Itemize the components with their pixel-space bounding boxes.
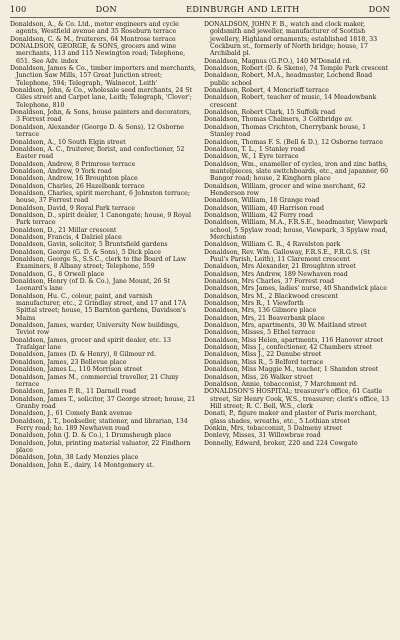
directory-entry: Donaldson, William, 40 Harrison road xyxy=(204,204,324,212)
directory-entry: DONALDSON, GEORGE, & SONS, grocers and wine merchants, 113 and 115 Newington road; Telephone, 651. See Adv. index xyxy=(10,43,186,65)
directory-entry: Donaldson, Miss R., 5 Belford terrace xyxy=(204,358,324,366)
directory-entry: DONALDSON'S HOSPITAL; treasurer's office, 61 Castle street, Sir Henry Cook, W.S., treasurer; clerk's office, 13 Hill street; R. C. Bell, W.S., clerk xyxy=(204,388,390,410)
directory-entry: Donaldson, Magnus (G.P.O.), 140 M'Donald rd. xyxy=(204,57,352,65)
directory-entry: Donaldson, Miss, 26 Walker street xyxy=(204,373,313,381)
directory-entry: Donaldson, Mrs Charles, 37 Forrest road xyxy=(204,278,335,286)
directory-entry: Donaldson, George (G. D. & Sons), 5 Dick place xyxy=(10,248,161,256)
directory-entry: Donaldson, John (J. D. & Co.), 1 Drumsheugh place xyxy=(10,432,172,440)
page-title: EDINBURGH AND LEITH xyxy=(186,4,300,14)
directory-entry: Donaldson, Andrew, 9 York road xyxy=(10,167,112,175)
directory-entry: Donaldson, John, 38 Lady Menzies place xyxy=(10,454,139,462)
directory-entry: Donaldson, Thomas Chalmers, 3 Coltbridge av. xyxy=(204,116,353,124)
directory-entry: Donaldson, William, 42 Ferry road xyxy=(204,211,314,219)
directory-entry: Donaldson, John, & Co., wholesale seed merchants, 24 St Giles street and Carpet lane, Leith; Telegraph, 'Clover'; Telephone, 810 xyxy=(10,87,193,109)
directory-entry: Donaldson, James L., 110 Morrison street xyxy=(10,366,143,374)
directory-entry: Donaldson, James, grocer and spirit dealer, etc. 13 Trafalgar lane xyxy=(10,336,171,352)
directory-entry: Donaldson, James M., commercial traveller, 21 Cluny terrace xyxy=(10,373,179,388)
directory-entry: Donaldson, A., & Co. Ltd., motor engineers and cycle agents, Westfield avenue and 35 Roseburn terrace xyxy=(10,21,179,36)
directory-entry: Donaldson, A., 10 South Elgin street xyxy=(10,138,126,146)
directory-entry: Donaldson, Miss Maggie M., teacher, 1 Shandon street xyxy=(204,366,379,374)
directory-entry: Donaldson, James, 23 Bellevue place xyxy=(10,358,127,366)
directory-entry: Donaldson, Mrs, 21 Beaverbank place xyxy=(204,314,325,322)
directory-entry: Donaldson, James, warder, University New buildings, Teviot row xyxy=(10,322,180,337)
directory-entry: Donati, P., figure maker and plaster of Paris merchant, glass shades, wreaths, etc., 5 Lothian street xyxy=(204,410,378,425)
directory-entry: Donaldson, Robert (D. & Skene), 74 Temple Park crescent xyxy=(204,65,389,73)
directory-entry: Donaldson, John, printing material valuator, 22 Findhorn place xyxy=(10,439,191,454)
left-column xyxy=(10,21,196,469)
directory-entry: Donaldson, Francis, 4 Dalziel place xyxy=(10,233,122,241)
directory-entry: Donaldson, Miss J., 22 Danube street xyxy=(204,351,322,359)
directory-entry: Donaldson, James P. R., 11 Darnell road xyxy=(10,388,136,396)
directory-entry: Donaldson, Mrs, 136 Gilmore place xyxy=(204,307,317,315)
directory-entry: Donaldson, D., 21 Millar crescent xyxy=(10,226,117,234)
right-column xyxy=(204,21,390,469)
directory-entry: Donaldson, James & Co., timber importers and merchants, Junction Saw Mills, 157 Great Junction street; Telephone, 594; Telegraph, 'Walnecot, Leith' xyxy=(10,65,197,87)
directory-entry: Donaldson, C. & M., fruiterers, 64 Montrose terrace xyxy=(10,35,176,43)
directory-entry: Donaldson, Robert Clark, 15 Suffolk road xyxy=(204,109,336,117)
directory-entry: Donaldson, Annie, tobacconist, 7 Marchmont rd. xyxy=(204,380,359,388)
directory-entry: Donaldson, Wm., enameller of cycles, iron and zinc baths, mantelpieces, slate switchboards, etc., and japanner, 60 Bangor road; house, 2 Kinghorn place xyxy=(204,160,389,183)
directory-entry: Donaldson, J. T., bookseller, stationer, and librarian, 134 Ferry road; ho. 189 Newhaven road xyxy=(10,417,188,432)
directory-entry: Donaldson, Mrs R., 1 Viewforth xyxy=(204,300,304,308)
directory-entry: Donaldson, Gavin, solicitor, 5 Bruntsfield gardens xyxy=(10,241,168,249)
directory-entry: Donaldson, Robert, 4 Moncrieff terrace xyxy=(204,87,330,95)
directory-entry: Donaldson, William C. R., 4 Ravelston park xyxy=(204,241,341,249)
directory-entry: Donaldson, Rev. Wm. Galloway, F.R.S.E., F.R.G.S. (St Paul's Parish, Leith), 11 Claremont crescent xyxy=(204,248,370,263)
directory-entry: Donaldson, John, & Sons, house painters and decorators, 3 Forrest road xyxy=(10,109,192,124)
directory-entry: Donaldson, David, 9 Royal Park terrace xyxy=(10,204,135,212)
directory-entry: Donaldson, J., 61 Comely Bank avenue xyxy=(10,410,132,418)
directory-entry: Donaldson, G., 8 Orwell place xyxy=(10,270,105,278)
directory-entry: Donaldson, Henry (of D. & Co.), Jane Mount, 26 St Leonard's lane xyxy=(10,278,171,293)
directory-entry: Donaldson, George S., S.S.C., clerk to the Board of Law Examiners, 8 Albany street; Telephone, 559 xyxy=(10,256,187,271)
directory-entry: Donaldson, William, 18 Grange road xyxy=(204,197,320,205)
right-guide-word: DON xyxy=(368,4,390,14)
directory-entry: Donaldson, Andrew, 8 Primrose terrace xyxy=(10,160,136,168)
directory-entry: Donaldson, John E., dairy, 14 Montgomery st. xyxy=(10,461,154,469)
directory-entry: Donaldson, Charles, 26 Hazelbank terrace xyxy=(10,182,145,190)
directory-entry: Donaldson, Charles, spirit merchant, 6 Johnston terrace; house, 37 Forrest road xyxy=(10,189,190,205)
directory-entry: Donaldson, Mrs, apartments, 30 W. Maitland street xyxy=(204,322,367,330)
directory-entry: Donaldson, Mrs James, ladies' nurse, 40 Shandwick place xyxy=(204,285,387,293)
directory-entry: Donaldson, James T., solicitor, 37 George street; house, 21 Granby road xyxy=(10,395,196,410)
directory-entry: Donaldson, A. C., fruiterer, florist, and confectioner, 52 Easter road xyxy=(10,145,185,161)
directory-entry: Donaldson, Mrs M., 2 Blackwood crescent xyxy=(204,292,338,300)
directory-entry: DONALDSON, JOHN F. B., watch and clock maker, goldsmith and jeweller, manufacturer of Scottish jewellery, Highland ornaments; established 1818, 33 Cockburn st., formerly of North bridge; house, 17 Archibald pl. xyxy=(204,21,378,58)
directory-entry: Donaldson, Alexander (George D. & Sons), 12 Osborne terrace xyxy=(10,123,184,139)
directory-entry: Donaldson, Miss J., confectioner, 42 Chambers street xyxy=(204,344,373,352)
directory-entry: Donaldson, James (D. & Henry), 8 Gilmour rd. xyxy=(10,351,157,359)
directory-entry: Donaldson, T. L., 1 Stanley road xyxy=(204,145,306,153)
directory-entry: Donaldson, Thomas F. S. (Bell & D.), 12 Osborne terrace xyxy=(204,138,383,146)
left-guide-word: DON xyxy=(95,4,117,14)
directory-entry: Donaldson, William, grocer and wine merchant, 62 Henderson row xyxy=(204,182,366,197)
directory-entry: Donkin, Mrs, tobacconist, 5 Dalmeny street xyxy=(204,424,343,432)
directory-entry: Donlevy, Misses, 31 Willowbrae road xyxy=(204,432,321,440)
directory-entry: Donaldson, Thomas Crichton, Cherrybank house, 1 Stanley road xyxy=(204,123,367,139)
page-number: 100 xyxy=(10,4,27,14)
directory-entry: Donaldson, D., spirit dealer, 1 Canongate; house, 9 Royal Park terrace xyxy=(10,211,192,227)
directory-entry: Donaldson, Andrew, 16 Broughton place xyxy=(10,175,138,183)
directory-entry: Donaldson, W., 1 Eyre terrace xyxy=(204,153,299,161)
directory-entry: Donaldson, Mrs Andrew, 189 Newhaven road xyxy=(204,270,348,278)
directory-entry: Donaldson, Hu. C., colour, paint, and varnish manufacturer, etc., 2 Grindlay street, and 17 and 17A Spittal street; house, 15 Barnton gardens, Davidson's Mains xyxy=(10,292,187,322)
directory-entry: Donaldson, Robert, M.A., headmaster, Lochend Road public school xyxy=(204,72,373,87)
running-head xyxy=(10,4,390,18)
directory-entry: Donnelly, Edward, broker, 220 and 224 Cowgate xyxy=(204,439,358,447)
directory-entry: Donaldson, Misses, 5 Ethel terrace xyxy=(204,329,316,337)
directory-entry: Donaldson, William, M.A., F.R.S.E., headmaster, Viewpark school, 5 Spylaw road; house, Viewpark, 3 Spylaw road, Merchiston xyxy=(204,219,388,241)
directory-entry: Donaldson, Robert, teacher of music, 14 Meadowbank crescent xyxy=(204,94,377,109)
entry-columns xyxy=(10,21,390,469)
directory-entry: Donaldson, Miss Helen, apartments, 116 Hanover street xyxy=(204,336,384,344)
directory-entry: Donaldson, Mrs Alexander, 21 Broughton street xyxy=(204,263,356,271)
